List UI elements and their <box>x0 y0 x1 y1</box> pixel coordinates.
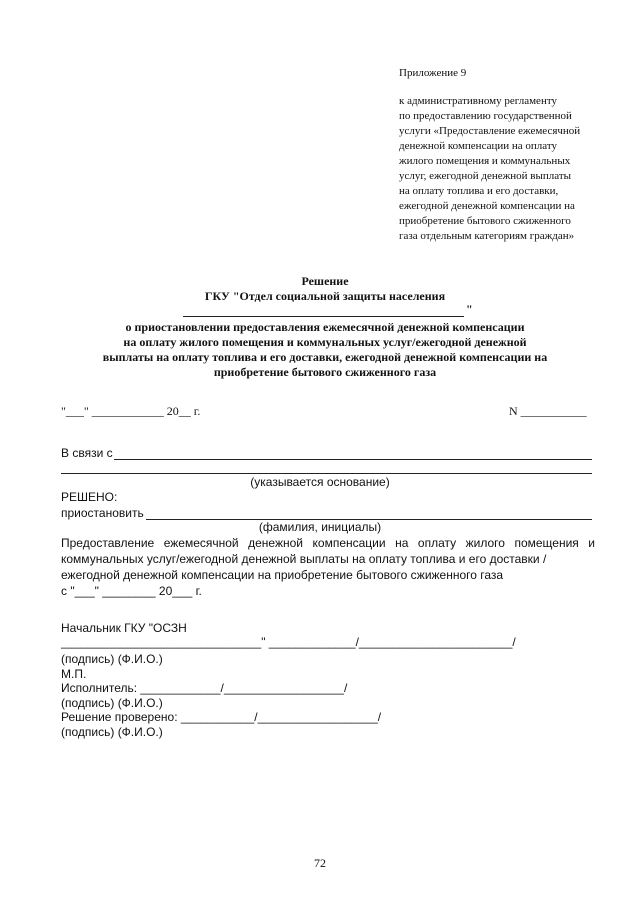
body-paragraph <box>61 535 595 599</box>
document-heading <box>40 274 610 304</box>
head-label: Начальник ГКУ "ОСЗН <box>61 621 187 635</box>
name-hint: (фамилия, инициалы) <box>258 520 382 534</box>
decision-number: N ___________ <box>509 404 587 418</box>
signature-hint: (подпись) (Ф.И.О.) <box>61 696 163 710</box>
appendix-line: приобретение бытового сжиженного <box>399 215 571 227</box>
suspend-label: приостановить <box>61 506 144 520</box>
heading-line: на оплату жилого помещения и коммунальных услуг/ежегодной денежной <box>123 335 527 349</box>
heading-quote: " <box>466 302 473 316</box>
executor-line: Исполнитель: ____________/__________________/ <box>61 681 348 695</box>
appendix-line: услуг, ежегодной денежной выплаты <box>399 170 572 182</box>
reason-label: В связи с <box>61 446 113 460</box>
appendix-title: Приложение 9 <box>399 67 467 79</box>
appendix-line: к административному регламенту <box>399 95 557 107</box>
page-number: 72 <box>314 856 326 870</box>
body-line: Предоставление ежемесячной денежной компенсации на оплату жилого помещения и <box>61 536 595 550</box>
reason-blank-line-2 <box>61 473 592 474</box>
organization-blank-line <box>183 316 464 317</box>
appendix-line: газа отдельным категориям граждан» <box>399 230 575 242</box>
appendix-line: жилого помещения и коммунальных <box>399 155 571 167</box>
heading-line: о приостановлении предоставления ежемесячной денежной компенсации <box>125 320 525 334</box>
appendix-line: по предоставлению государственной <box>399 110 572 122</box>
stamp-label: М.П. <box>61 667 87 681</box>
decision-date: "___" ____________ 20__ г. <box>61 404 201 418</box>
head-signature-line: ______________________________" _____________/_______________________/ <box>61 635 516 649</box>
appendix-line: денежной компенсации на оплату <box>399 140 558 152</box>
heading-line: выплаты на оплату топлива и его доставки, ежегодной денежной компенсации на <box>102 350 548 364</box>
heading-subject <box>40 320 610 380</box>
signature-hint: (подпись) (Ф.И.О.) <box>61 652 163 666</box>
body-line: коммунальных услуг/ежегодной денежной выплаты на оплату топлива и его доставки / <box>61 552 547 566</box>
reason-blank-line <box>114 459 592 460</box>
heading-line: приобретение бытового сжиженного газа <box>213 365 437 379</box>
appendix-line: на оплату топлива и его доставки, <box>399 185 559 197</box>
signature-hint: (подпись) (Ф.И.О.) <box>61 725 163 739</box>
reason-hint: (указывается основание) <box>250 475 390 489</box>
heading-organization: ГКУ "Отдел социальной защиты населения <box>204 289 446 303</box>
heading-title: Решение <box>301 274 349 288</box>
appendix-block <box>399 66 580 244</box>
decided-label: РЕШЕНО: <box>61 490 118 504</box>
appendix-line: услуги «Предоставление ежемесячной <box>399 125 581 137</box>
checked-line: Решение проверено: ___________/__________________/ <box>61 710 382 724</box>
appendix-line: ежегодной денежной компенсации на <box>399 200 575 212</box>
from-date: с "___" ________ 20___ г. <box>61 584 202 598</box>
body-line: ежегодной денежной компенсации на приобретение бытового сжиженного газа <box>61 568 504 582</box>
